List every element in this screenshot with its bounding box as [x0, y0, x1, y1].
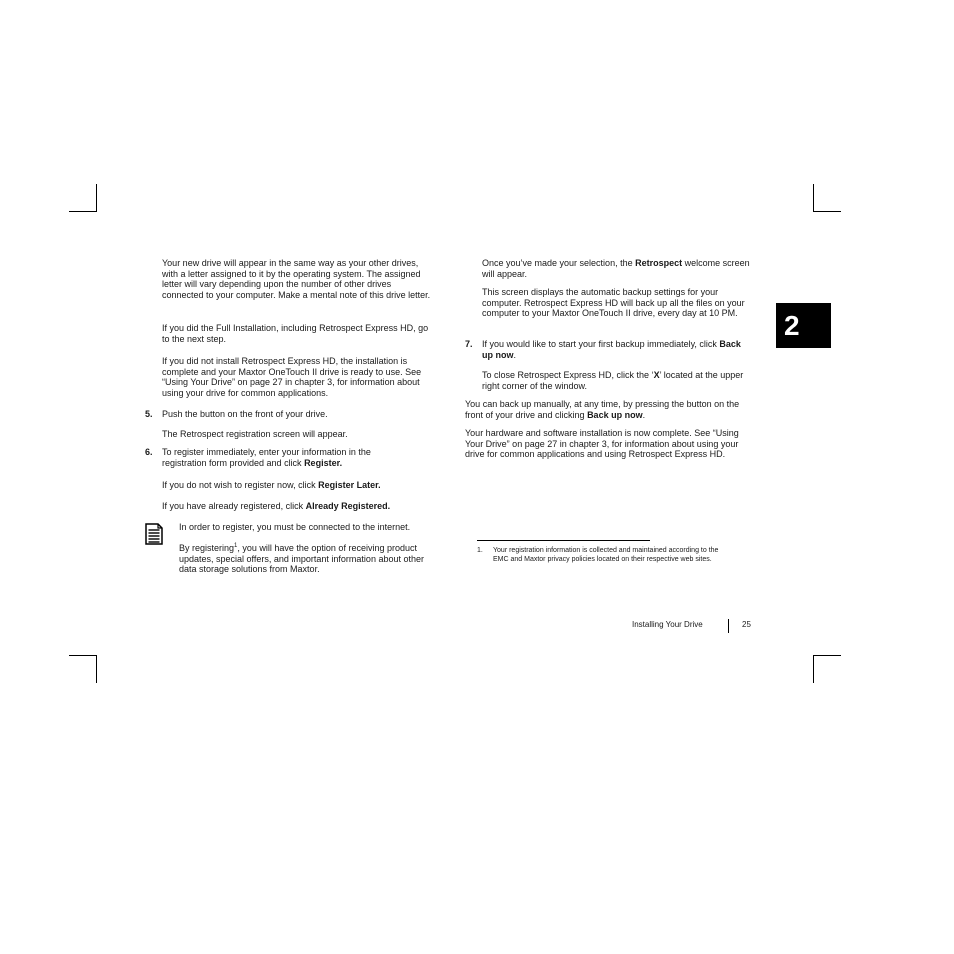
- back-up-now-label-2: Back up now: [587, 409, 643, 420]
- page-number: 25: [742, 620, 751, 629]
- register-later-text: If you do not wish to register now, click Register Later.: [162, 480, 381, 490]
- footer-divider: [728, 619, 729, 633]
- back-up-now-label: Back up now: [482, 339, 741, 360]
- step-number-6: 6.: [145, 447, 153, 457]
- paragraph-close: To close Retrospect Express HD, click the ‘X’ located at the upper right corner of the window.: [482, 370, 744, 391]
- register-later-label: Register Later.: [318, 480, 381, 490]
- footnote-text: Your registration information is collected and maintained according to the EMC and Maxtor privacy policies located on their respective web sites.: [493, 547, 719, 564]
- already-registered-text: If you have already registered, click Already Registered.: [162, 501, 391, 511]
- already-registered-label: Already Registered.: [305, 501, 391, 511]
- footnote-number: 1.: [477, 547, 483, 554]
- paragraph-backup-settings: This screen displays the automatic backup settings for your computer. Retrospect Express HD will back up all the files on your computer to your Maxtor OneTouch II drive, every day at 10 PM.: [482, 287, 745, 319]
- crop-mark: [813, 211, 841, 212]
- note-internet: In order to register, you must be connected to the internet.: [179, 522, 411, 532]
- paragraph-selection: Once you’ve made your selection, the Retrospect welcome screen will appear.: [482, 258, 750, 279]
- x-label: X: [653, 370, 660, 380]
- note-registering: By registering$^1$, you will have the option of receiving product updates, special offers, and important information about other data storage solutions from Maxtor.: [179, 543, 424, 575]
- footnote-rule: [477, 540, 650, 541]
- paragraph-no-retrospect: If you did not install Retrospect Express HD, the installation is complete and your Maxtor OneTouch II drive is ready to use. See “Using Your Drive” on page 27 in chapter 3, for information about using your drive for common applications.: [162, 356, 422, 398]
- retrospect-label: Retrospect: [635, 258, 683, 268]
- register-label: Register.: [304, 457, 343, 468]
- paragraph-full-install: If you did the Full Installation, including Retrospect Express HD, go to the next step.: [162, 323, 429, 344]
- step-number-5: 5.: [145, 409, 153, 419]
- paragraph-complete: Your hardware and software installation is now complete. See “Using Your Drive” on page 27 in chapter 3, for information about using your drive for common applications and using Retrospect Express HD.: [465, 428, 739, 460]
- crop-mark: [813, 655, 814, 683]
- crop-mark: [69, 211, 97, 212]
- crop-mark: [96, 655, 97, 683]
- paragraph-drive-letter: Your new drive will appear in the same way as your other drives, with a letter assigned to it by the operating system. The assigned letter will vary depending upon the number of other drives connected to your computer. Make a mental note of this drive letter.: [162, 258, 431, 300]
- step-7-text: If you would like to start your first backup immediately, click Back up now.: [482, 339, 741, 360]
- chapter-tab: 2: [776, 303, 831, 348]
- running-footer-title: Installing Your Drive: [632, 620, 703, 629]
- step-number-7: 7.: [465, 339, 473, 349]
- crop-mark: [813, 655, 841, 656]
- note-icon: [145, 523, 163, 548]
- paragraph-manual-backup: You can back up manually, at any time, by pressing the button on the front of your drive and clicking Back up now.: [465, 399, 740, 420]
- crop-mark: [69, 655, 97, 656]
- crop-mark: [813, 184, 814, 212]
- step-5-text: Push the button on the front of your drive.: [162, 409, 328, 419]
- step-5-result: The Retrospect registration screen will appear.: [162, 429, 348, 439]
- crop-mark: [96, 184, 97, 212]
- step-6-text: To register immediately, enter your information in the registration form provided and click Register.: [162, 447, 371, 468]
- footnote-ref: 1: [234, 543, 238, 549]
